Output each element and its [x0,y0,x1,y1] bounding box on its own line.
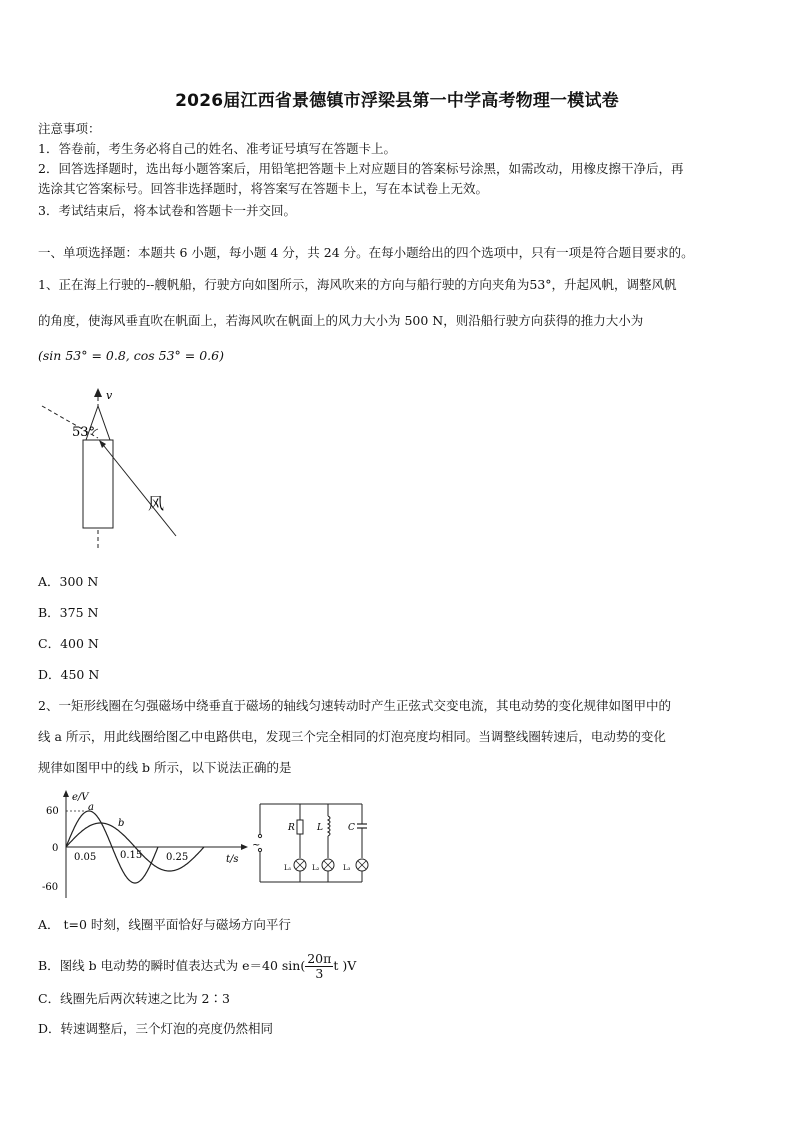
q1-figure [36,384,186,554]
wind-label: 风 [148,494,165,513]
label-L1: L₁ [284,864,292,872]
notice-item-2: 2．回答选择题时，选出每小题答案后，用铅笔把答题卡上对应题目的答案标号涂黑，如需改动，用橡皮擦干净后，再 [38,161,684,176]
inductor-L [328,816,330,836]
fraction-denominator: 3 [315,966,324,981]
graph-xtick-005: 0.05 [74,852,97,863]
graph-xtick-025: 0.25 [166,852,189,863]
q2-option-b-prefix: B．图线 b 电动势的瞬时值表达式为 e＝40 sin( [38,958,306,973]
label-L: L [317,823,323,833]
angle-label: 53° [72,425,96,440]
q2-text-line2: 线 a 所示，用此线圈给图乙中电路供电，发现三个完全相同的灯泡亮度均相同。当调整线圈转速后，电动势的变化 [38,729,666,744]
notice-item-2-cont: 选涂其它答案标号。回答非选择题时，将答案写在答题卡上，写在本试卷上无效。 [38,181,489,196]
label-R: R [288,823,295,833]
q2-circuit [250,798,382,888]
q1-option-b: B．375 N [38,605,99,620]
graph-ylabel: e/V [72,792,89,803]
label-C: C [348,823,355,833]
curve-a-label: a [88,802,94,813]
graph-ytick-neg60: -60 [42,882,59,893]
velocity-arrow-head [94,388,102,397]
notice-item-3: 3．考试结束后，将本试卷和答题卡一并交回。 [38,203,296,218]
graph-ytick-60: 60 [46,806,59,817]
q2-option-a: A． t=0 时刻，线圈平面恰好与磁场方向平行 [38,917,291,932]
graph-x-arrow [241,844,248,850]
graph-ytick-0: 0 [52,843,59,854]
graph-y-arrow [63,790,69,797]
q1-option-c: C．400 N [38,636,99,651]
section-heading: 一、单项选择题：本题共 6 小题，每小题 4 分，共 24 分。在每小题给出的四个选项中，只有一项是符合题目要求的。 [38,245,694,260]
q1-text-line2: 的角度，使海风垂直吹在帆面上，若海风吹在帆面上的风力大小为 500 N，则沿船行驶方向获得的推力大小为 [38,313,644,328]
graph-xlabel: t/s [226,854,239,865]
resistor-R [297,820,303,834]
q2-emf-graph [40,788,250,900]
source-terminal-top [258,834,261,837]
q1-option-a: A．300 N [38,574,99,589]
label-L2: L₂ [312,864,320,872]
notice-item-1: 1．答卷前，考生务必将自己的姓名、准考证号填写在答题卡上。 [38,141,396,156]
q1-formula: (sin 53° = 0.8, cos 53° = 0.6) [38,348,224,363]
boat-hull [83,440,113,528]
q2-option-b-fraction [305,952,333,981]
q1-option-d: D．450 N [38,667,100,682]
q2-text-line3: 规律如图甲中的线 b 所示，以下说法正确的是 [38,760,292,775]
q2-text-line1: 2、一矩形线圈在匀强磁场中绕垂直于磁场的轴线匀速转动时产生正弦式交变电流，其电动势的变化规律如图甲中的 [38,698,671,713]
fraction-numerator: 20π [307,951,332,966]
q2-option-d: D．转速调整后，三个灯泡的亮度仍然相同 [38,1021,274,1036]
graph-xtick-015: 0.15 [120,850,143,861]
notice-heading: 注意事项： [38,121,101,136]
q2-option-c: C．线圈先后两次转速之比为 2∶3 [38,991,230,1006]
q1-text-line1: 1、正在海上行驶的--艘帆船，行驶方向如图所示，海风吹来的方向与船行驶的方向夹角为53°，升起风帆，调整风帆 [38,277,677,292]
velocity-label: v [106,389,113,402]
curve-b-label: b [118,818,125,829]
q2-option-b [38,952,356,981]
q2-option-b-suffix: t )V [333,958,357,973]
page-title: 2026届江西省景德镇市浮梁县第一中学高考物理一模试卷 [175,91,619,111]
label-L3: L₃ [343,864,351,872]
source-symbol: ~ [252,840,261,851]
